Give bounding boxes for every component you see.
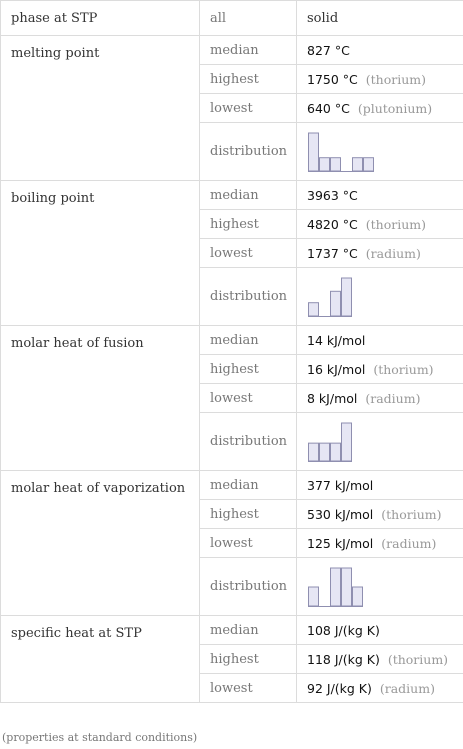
highest-cell <box>297 210 463 239</box>
stat-label-highest: highest <box>200 500 297 529</box>
table-row <box>1 471 463 500</box>
stat-label-distribution: distribution <box>200 558 297 616</box>
distribution-cell <box>297 558 463 616</box>
highest-element-note: (thorium) <box>373 361 434 377</box>
lowest-element-note: (radium) <box>365 245 421 261</box>
histogram-bar <box>309 587 319 606</box>
distribution-histogram <box>307 565 387 609</box>
lowest-element-note: (plutonium) <box>357 100 433 116</box>
property-name: molar heat of fusion <box>1 326 200 471</box>
property-name: specific heat at STP <box>1 616 200 703</box>
table-row <box>1 326 463 355</box>
stat-label-distribution: distribution <box>200 123 297 181</box>
lowest-element-note: (radium) <box>365 390 421 406</box>
stat-label-highest: highest <box>200 355 297 384</box>
stat-label-highest: highest <box>200 645 297 674</box>
highest-value: 118 J/(kg K) <box>307 651 380 667</box>
median-value: 108 J/(kg K) <box>297 616 463 645</box>
distribution-cell <box>297 268 463 326</box>
highest-element-note: (thorium) <box>387 651 449 667</box>
distribution-cell <box>297 413 463 471</box>
stat-label-distribution: distribution <box>200 413 297 471</box>
highest-element-note: (thorium) <box>381 506 442 522</box>
stat-label-lowest: lowest <box>200 384 297 413</box>
lowest-element-note: (radium) <box>379 680 435 696</box>
stat-label-lowest: lowest <box>200 94 297 123</box>
median-value: 3963 °C <box>297 181 463 210</box>
lowest-cell <box>297 94 463 123</box>
table-row <box>1 616 463 645</box>
highest-value: 16 kJ/mol <box>307 361 366 377</box>
median-value: 377 kJ/mol <box>297 471 463 500</box>
histogram-bar <box>309 302 319 315</box>
histogram-bar <box>309 133 319 171</box>
stat-label-median: median <box>200 36 297 65</box>
lowest-cell <box>297 239 463 268</box>
property-name: boiling point <box>1 181 200 326</box>
histogram-bar <box>331 568 341 606</box>
header-value: solid <box>297 1 463 36</box>
lowest-cell <box>297 674 463 703</box>
lowest-value: 125 kJ/mol <box>307 535 374 551</box>
lowest-value: 92 J/(kg K) <box>307 680 372 696</box>
stat-label-lowest: lowest <box>200 529 297 558</box>
histogram-bar <box>353 157 363 170</box>
stat-label-lowest: lowest <box>200 239 297 268</box>
histogram-bar <box>331 157 341 170</box>
header-scope: all <box>200 1 297 36</box>
median-value: 827 °C <box>297 36 463 65</box>
stat-label-median: median <box>200 616 297 645</box>
histogram-bar <box>342 568 352 606</box>
header-row <box>1 1 463 36</box>
highest-cell <box>297 645 463 674</box>
histogram-bar <box>342 423 352 461</box>
lowest-value: 8 kJ/mol <box>307 390 358 406</box>
distribution-histogram <box>307 420 387 464</box>
property-name: molar heat of vaporization <box>1 471 200 616</box>
lowest-value: 1737 °C <box>307 245 358 261</box>
lowest-element-note: (radium) <box>381 535 437 551</box>
histogram-bar <box>353 587 363 606</box>
table-row <box>1 36 463 65</box>
stat-label-highest: highest <box>200 65 297 94</box>
stat-label-lowest: lowest <box>200 674 297 703</box>
highest-value: 1750 °C <box>307 71 358 87</box>
highest-value: 4820 °C <box>307 216 358 232</box>
highest-value: 530 kJ/mol <box>307 506 374 522</box>
stat-label-median: median <box>200 326 297 355</box>
histogram-bar <box>342 278 352 316</box>
histogram-bar <box>320 443 330 461</box>
stat-label-median: median <box>200 471 297 500</box>
lowest-cell <box>297 384 463 413</box>
header-property: phase at STP <box>1 1 200 36</box>
median-value: 14 kJ/mol <box>297 326 463 355</box>
lowest-cell <box>297 529 463 558</box>
distribution-cell <box>297 123 463 181</box>
highest-cell <box>297 355 463 384</box>
highest-element-note: (thorium) <box>365 71 426 87</box>
table-row <box>1 181 463 210</box>
property-name: melting point <box>1 36 200 181</box>
highest-element-note: (thorium) <box>365 216 426 232</box>
histogram-bar <box>364 157 374 170</box>
distribution-histogram <box>307 275 387 319</box>
footnote: (properties at standard conditions) <box>2 731 198 744</box>
highest-cell <box>297 65 463 94</box>
distribution-histogram <box>307 130 387 174</box>
stat-label-median: median <box>200 181 297 210</box>
stat-label-distribution: distribution <box>200 268 297 326</box>
histogram-bar <box>309 443 319 461</box>
histogram-bar <box>331 291 341 316</box>
histogram-bar <box>320 157 330 170</box>
stat-label-highest: highest <box>200 210 297 239</box>
histogram-bar <box>331 443 341 461</box>
highest-cell <box>297 500 463 529</box>
lowest-value: 640 °C <box>307 100 350 116</box>
